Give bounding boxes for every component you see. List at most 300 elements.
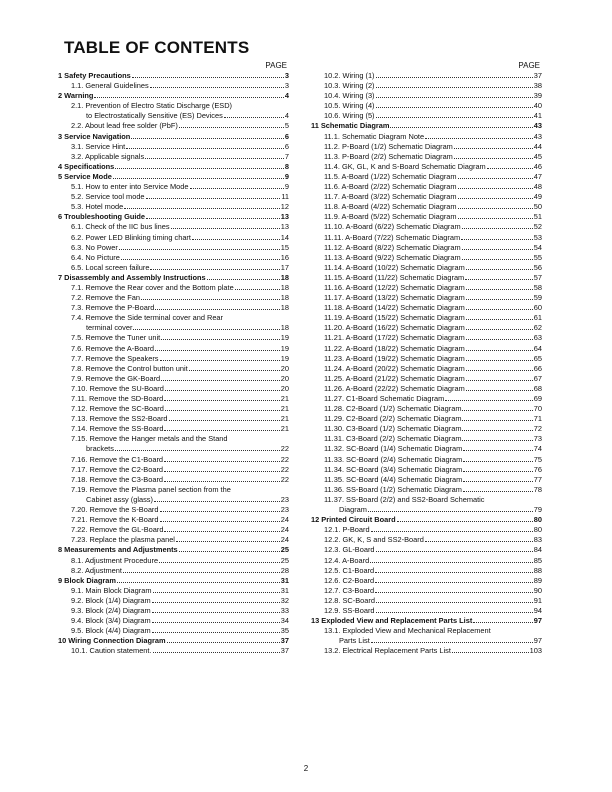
toc-entry[interactable] [311, 212, 542, 222]
toc-entry[interactable] [311, 505, 542, 515]
toc-entry-page: 35 [280, 626, 289, 636]
toc-entry[interactable] [311, 485, 542, 495]
toc-entry-page: 57 [533, 272, 542, 282]
dot-leader [164, 430, 279, 431]
dot-leader [458, 198, 533, 199]
toc-entry-page: 94 [533, 605, 542, 615]
toc-entry-page: 69 [533, 394, 542, 403]
dot-leader [164, 471, 280, 472]
toc-entry-page: 18 [280, 282, 289, 292]
dot-leader [190, 188, 284, 189]
dot-leader [376, 107, 533, 108]
toc-entry[interactable] [311, 283, 542, 293]
dot-leader [466, 339, 533, 340]
dot-leader [458, 208, 533, 209]
toc-section-heading[interactable] [58, 636, 289, 646]
dot-leader [121, 259, 280, 260]
dot-leader [141, 299, 280, 300]
toc-entry[interactable] [311, 111, 542, 121]
toc-entry[interactable] [311, 525, 542, 535]
toc-entry-title: 12.4. A-Board [324, 555, 370, 565]
dot-leader [124, 208, 280, 209]
dot-leader [133, 329, 279, 330]
toc-entry[interactable] [311, 556, 542, 566]
toc-entry[interactable] [58, 586, 289, 596]
toc-entry-title: 10.1. Caution statement. [71, 646, 152, 656]
dot-leader [152, 602, 280, 603]
toc-entry[interactable] [311, 434, 542, 444]
toc-entry-title: 7.6. Remove the A-Board [71, 343, 154, 353]
toc-entry-title: 7.7. Remove the Speakers [71, 353, 159, 363]
toc-entry-page: 8 [284, 161, 289, 171]
toc-entry[interactable] [58, 485, 289, 495]
dot-leader [167, 642, 280, 643]
page-number: 2 [303, 764, 309, 773]
toc-section-heading[interactable] [311, 121, 542, 131]
dot-leader [152, 622, 280, 623]
toc-entry-title: 3.1. Service Hint [71, 141, 126, 151]
toc-entry-page: 75 [533, 454, 542, 464]
page-column-header: PAGE [265, 61, 287, 70]
toc-entry[interactable] [58, 394, 289, 404]
dot-leader [150, 269, 279, 270]
dot-leader [171, 228, 280, 229]
toc-entry[interactable] [58, 121, 289, 131]
toc-entry-page: 33 [280, 605, 289, 615]
toc-entry[interactable] [311, 273, 542, 283]
toc-entry-page: 28 [280, 565, 289, 575]
dot-leader [462, 420, 532, 421]
toc-entry[interactable] [58, 333, 289, 343]
toc-entry[interactable] [58, 202, 289, 212]
toc-entry[interactable] [58, 384, 289, 394]
toc-entry[interactable] [311, 333, 542, 343]
toc-entry-title: 11.9. A-Board (5/22) Schematic Diagram [324, 212, 457, 222]
dot-leader [150, 87, 284, 88]
toc-entry[interactable] [311, 182, 542, 192]
dot-leader [146, 198, 281, 199]
toc-entry[interactable] [311, 444, 542, 454]
toc-entry-page: 16 [280, 252, 289, 262]
toc-entry-title: 11.21. A-Board (17/22) Schematic Diagram [324, 333, 465, 343]
toc-entry-title: 11.26. A-Board (22/22) Schematic Diagram [324, 383, 465, 393]
toc-entry-page: 62 [533, 323, 542, 333]
toc-entry[interactable] [311, 162, 542, 172]
toc-entry-page: 18 [280, 323, 289, 333]
dot-leader [161, 339, 280, 340]
dot-leader [126, 148, 284, 149]
dot-leader [164, 481, 280, 482]
toc-entry-page: 88 [533, 565, 542, 575]
toc-entry-title: 11.15. A-Board (11/22) Schematic Diagram [324, 272, 465, 282]
toc-entry-title: 7.1. Remove the Rear cover and the Bottom plate [71, 282, 234, 292]
toc-entry[interactable] [58, 101, 289, 111]
dot-leader [375, 582, 533, 583]
toc-entry-page: 21 [280, 404, 289, 414]
toc-section-heading[interactable] [58, 576, 289, 586]
toc-entry-page: 50 [533, 202, 542, 212]
toc-section-heading[interactable] [58, 132, 289, 142]
toc-entry[interactable] [58, 243, 289, 253]
toc-entry[interactable] [311, 384, 542, 394]
toc-entry-title: 11.24. A-Board (20/22) Schematic Diagram [324, 363, 465, 373]
dot-leader [159, 562, 280, 563]
toc-entry-page: 72 [533, 424, 542, 434]
toc-entry-page: 59 [533, 293, 542, 303]
toc-entry-title: 10 Wiring Connection Diagram [58, 636, 166, 646]
dot-leader [371, 642, 533, 643]
toc-entry[interactable] [58, 556, 289, 566]
dot-leader [235, 289, 280, 290]
toc-entry-page: 97 [533, 636, 542, 646]
toc-entry[interactable] [58, 535, 289, 545]
dot-leader [176, 541, 280, 542]
toc-entry-title: 2.1. Prevention of Electro Static Discharge (ESD) [71, 101, 233, 111]
toc-entry[interactable] [311, 374, 542, 384]
toc-entry[interactable] [311, 586, 542, 596]
dot-leader [466, 390, 533, 391]
dot-leader [466, 299, 533, 300]
dot-leader [155, 350, 280, 351]
toc-entry[interactable] [311, 475, 542, 485]
toc-entry-title: 12.7. C3-Board [324, 585, 375, 595]
toc-entry-title: 7.21. Remove the K-Board [71, 515, 159, 525]
toc-entry[interactable] [311, 576, 542, 586]
toc-entry-title: 11.23. A-Board (19/22) Schematic Diagram [324, 353, 465, 363]
toc-entry-title: 2.2. About lead free solder (PbF) [71, 121, 178, 131]
toc-entry[interactable] [58, 606, 289, 616]
dot-leader [463, 481, 532, 482]
toc-entry[interactable] [311, 596, 542, 606]
toc-entry[interactable] [311, 606, 542, 616]
dot-leader [462, 259, 533, 260]
toc-entry-page: 20 [280, 363, 289, 373]
toc-entry-page: 37 [280, 636, 289, 646]
dot-leader [161, 380, 280, 381]
dot-leader [207, 279, 280, 280]
toc-entry[interactable] [311, 535, 542, 545]
dot-leader [376, 602, 533, 603]
toc-entry-page: 55 [533, 252, 542, 262]
toc-entry[interactable] [311, 253, 542, 263]
toc-entry-page: 71 [533, 414, 542, 424]
toc-entry[interactable] [58, 404, 289, 414]
dot-leader [425, 138, 533, 139]
dot-leader [458, 188, 533, 189]
toc-entry-title: 12.6. C2-Board [324, 575, 375, 585]
toc-section-heading[interactable] [58, 172, 289, 182]
toc-entry[interactable] [311, 636, 542, 646]
toc-entry-title: 9.4. Block (3/4) Diagram [71, 616, 151, 626]
toc-entry-title: 11.7. A-Board (3/22) Schematic Diagram [324, 192, 457, 202]
toc-section-heading[interactable] [58, 91, 289, 101]
toc-entry-title: Diagram [339, 505, 367, 515]
dot-leader [179, 127, 284, 128]
toc-entry-page: 41 [533, 111, 542, 121]
toc-entry-title: 11.20. A-Board (16/22) Schematic Diagram [324, 323, 465, 333]
toc-section-heading[interactable] [58, 545, 289, 555]
toc-entry[interactable] [58, 475, 289, 485]
dot-leader [473, 622, 532, 623]
toc-entry[interactable] [58, 253, 289, 263]
toc-entry-page: 18 [280, 272, 289, 282]
toc-entry[interactable] [58, 646, 289, 656]
toc-entry[interactable] [311, 192, 542, 202]
dot-leader [376, 551, 533, 552]
toc-entry-title: 7.23. Replace the plasma panel [71, 535, 175, 545]
toc-list-left [58, 71, 289, 656]
toc-entry-title: 8.1. Adjustment Procedure [71, 555, 159, 565]
toc-entry[interactable] [311, 465, 542, 475]
toc-entry[interactable] [58, 354, 289, 364]
toc-entry-page: 15 [280, 242, 289, 252]
toc-entry[interactable] [58, 182, 289, 192]
toc-entry-page: 58 [533, 282, 542, 292]
dot-leader [375, 592, 533, 593]
toc-section-heading[interactable] [58, 162, 289, 172]
toc-entry-page: 20 [280, 373, 289, 383]
toc-entry[interactable] [311, 545, 542, 555]
toc-entry-title: 11.37. SS-Board (2/2) and SS2-Board Schematic [324, 494, 485, 504]
dot-leader [463, 461, 532, 462]
toc-entry-title: 11.35. SC-Board (4/4) Schematic Diagram [324, 474, 463, 484]
toc-entry[interactable] [311, 172, 542, 182]
dot-leader [376, 117, 533, 118]
toc-entry[interactable] [58, 455, 289, 465]
toc-entry[interactable] [311, 222, 542, 232]
toc-entry[interactable] [311, 132, 542, 142]
toc-entry-title: 12.2. GK, K, S and SS2-Board [324, 535, 424, 545]
toc-entry-page: 89 [533, 575, 542, 585]
toc-entry[interactable] [311, 243, 542, 253]
toc-entry-page: 97 [533, 616, 542, 626]
toc-entry-title: 7.14. Remove the SS-Board [71, 424, 164, 434]
toc-entry[interactable] [58, 313, 289, 323]
dot-leader [145, 158, 284, 159]
dot-leader [454, 158, 533, 159]
toc-entry[interactable] [311, 323, 542, 333]
toc-entry[interactable] [311, 626, 542, 636]
toc-entry-title: 6.2. Power LED Blinking timing chart [71, 232, 191, 242]
dot-leader [397, 521, 533, 522]
toc-entry-title: 11.33. SC-Board (2/4) Schematic Diagram [324, 454, 463, 464]
toc-entry[interactable] [311, 424, 542, 434]
dot-leader [466, 360, 533, 361]
dot-leader [164, 531, 279, 532]
toc-entry[interactable] [58, 505, 289, 515]
toc-entry[interactable] [58, 222, 289, 232]
toc-entry[interactable] [58, 233, 289, 243]
toc-entry[interactable] [58, 525, 289, 535]
toc-entry[interactable] [311, 202, 542, 212]
toc-entry[interactable] [58, 263, 289, 273]
toc-section-heading[interactable] [311, 616, 542, 626]
dot-leader [152, 632, 280, 633]
toc-entry-title: 11.1. Schematic Diagram Note [324, 131, 425, 141]
toc-entry-title: 9.1. Main Block Diagram [71, 585, 152, 595]
toc-entry[interactable] [311, 263, 542, 273]
toc-entry-title: 10.4. Wiring (3) [324, 91, 375, 101]
toc-entry-page: 85 [533, 555, 542, 565]
toc-entry-title: 13.1. Exploded View and Mechanical Replacement [324, 626, 491, 636]
toc-entry-title: 7.8. Remove the Control button unit [71, 363, 188, 373]
dot-leader [164, 400, 279, 401]
toc-entry-page: 83 [533, 535, 542, 545]
toc-entry-page: 37 [533, 71, 542, 80]
toc-entry[interactable] [58, 444, 289, 454]
toc-section-heading[interactable] [58, 212, 289, 222]
toc-entry[interactable] [58, 303, 289, 313]
dot-leader [160, 511, 280, 512]
dot-leader [113, 178, 284, 179]
toc-entry[interactable] [311, 81, 542, 91]
toc-entry[interactable] [58, 434, 289, 444]
toc-entry-page: 19 [280, 353, 289, 363]
toc-entry-title: 6.1. Check of the IIC bus lines [71, 222, 170, 232]
toc-entry-title: Parts List [339, 636, 370, 646]
toc-entry[interactable] [311, 354, 542, 364]
toc-entry-title: brackets [86, 444, 114, 454]
toc-entry-page: 48 [533, 182, 542, 192]
toc-entry-title: 11.29. C2-Board (2/2) Schematic Diagram [324, 414, 462, 424]
toc-entry[interactable] [58, 323, 289, 333]
toc-entry-page: 80 [533, 515, 542, 525]
toc-section-heading[interactable] [311, 515, 542, 525]
toc-entry-page: 49 [533, 192, 542, 202]
toc-entry[interactable] [58, 465, 289, 475]
toc-entry[interactable] [58, 566, 289, 576]
dot-leader [466, 269, 533, 270]
toc-entry-page: 11 [281, 192, 289, 202]
toc-entry[interactable] [311, 152, 542, 162]
dot-leader [463, 450, 532, 451]
dot-leader [132, 77, 284, 78]
toc-entry[interactable] [311, 101, 542, 111]
toc-entry-page: 9 [284, 171, 289, 181]
toc-entry[interactable] [311, 91, 542, 101]
toc-section-heading[interactable] [58, 71, 289, 81]
toc-entry[interactable] [311, 364, 542, 374]
toc-entry-title: 10.3. Wiring (2) [324, 81, 375, 91]
toc-entry[interactable] [311, 646, 542, 656]
toc-entry[interactable] [58, 495, 289, 505]
toc-entry[interactable] [58, 293, 289, 303]
toc-entry[interactable] [58, 424, 289, 434]
dot-leader [165, 390, 280, 391]
toc-entry-title: 7.15. Remove the Hanger metals and the Stand [71, 434, 228, 444]
toc-entry-page: 32 [280, 595, 289, 605]
toc-entry-title: 12.8. SC-Board [324, 595, 375, 605]
toc-entry[interactable] [58, 374, 289, 384]
toc-entry-page: 24 [280, 535, 289, 545]
toc-entry[interactable] [311, 293, 542, 303]
toc-entry[interactable] [311, 71, 542, 81]
dot-leader [164, 461, 280, 462]
toc-entry-page: 24 [280, 525, 289, 535]
dot-leader [452, 652, 529, 653]
toc-entry[interactable] [58, 344, 289, 354]
toc-entry[interactable] [58, 414, 289, 424]
toc-entry[interactable] [311, 394, 542, 404]
toc-entry[interactable] [58, 616, 289, 626]
toc-entry-page: 12 [280, 202, 289, 212]
toc-entry[interactable] [58, 192, 289, 202]
dot-leader [179, 551, 280, 552]
dot-leader [462, 249, 533, 250]
dot-leader [154, 501, 280, 502]
toc-entry[interactable] [58, 364, 289, 374]
toc-entry[interactable] [58, 152, 289, 162]
toc-entry-title: 1 Safety Precautions [58, 71, 131, 80]
toc-entry[interactable] [311, 495, 542, 505]
toc-entry-page: 4 [284, 91, 289, 101]
toc-entry-title: 7.5. Remove the Tuner unit [71, 333, 161, 343]
toc-entry-title: 6.5. Local screen failure [71, 262, 150, 272]
page-column-header: PAGE [518, 61, 540, 70]
toc-entry[interactable] [311, 344, 542, 354]
toc-entry-page: 9 [284, 182, 289, 192]
toc-entry-title: 7.4. Remove the Side terminal cover and Rear [71, 313, 223, 323]
toc-entry-page: 22 [280, 444, 289, 454]
dot-leader [458, 218, 533, 219]
toc-entry[interactable] [58, 596, 289, 606]
dot-leader [375, 572, 533, 573]
toc-entry-title: 7.13. Remove the SS2-Board [71, 414, 168, 424]
dot-leader [160, 521, 280, 522]
toc-entry-title: 7.18. Remove the C3-Board [71, 474, 164, 484]
toc-entry[interactable] [58, 515, 289, 525]
toc-entry[interactable] [58, 283, 289, 293]
toc-entry-title: 12.3. GL-Board [324, 545, 375, 555]
toc-entry-title: 12 Printed Circuit Board [311, 515, 396, 525]
toc-entry[interactable] [311, 566, 542, 576]
dot-leader [115, 450, 280, 451]
toc-entry-page: 25 [280, 555, 289, 565]
toc-entry[interactable] [311, 313, 542, 323]
toc-entry-page: 70 [533, 404, 542, 414]
dot-leader [466, 289, 533, 290]
toc-entry-title: 12.9. SS-Board [324, 605, 375, 615]
toc-entry-page: 61 [533, 313, 542, 323]
toc-entry[interactable] [311, 233, 542, 243]
toc-entry[interactable] [311, 303, 542, 313]
toc-entry-title: 5.1. How to enter into Service Mode [71, 182, 189, 192]
toc-entry-page: 47 [533, 171, 542, 181]
toc-entry-title: 2 Warning [58, 91, 94, 101]
toc-entry-title: 9.5. Block (4/4) Diagram [71, 626, 151, 636]
dot-leader [115, 168, 284, 169]
toc-entry-title: 11.16. A-Board (12/22) Schematic Diagram [324, 282, 465, 292]
toc-list-right [311, 71, 542, 656]
toc-entry[interactable] [311, 414, 542, 424]
toc-entry[interactable] [311, 455, 542, 465]
dot-leader [466, 350, 533, 351]
toc-entry[interactable] [58, 111, 289, 121]
toc-entry-title: terminal cover [86, 323, 133, 333]
dot-leader [155, 309, 279, 310]
toc-entry[interactable] [311, 142, 542, 152]
toc-entry-page: 43 [533, 131, 542, 141]
dot-leader [466, 370, 533, 371]
toc-section-heading[interactable] [58, 273, 289, 283]
toc-entry-page: 21 [280, 414, 289, 424]
toc-entry-page: 56 [533, 262, 542, 272]
toc-entry-title: 13 Exploded View and Replacement Parts List [311, 616, 473, 626]
toc-entry[interactable] [58, 81, 289, 91]
toc-entry[interactable] [58, 626, 289, 636]
toc-entry[interactable] [311, 404, 542, 414]
toc-entry[interactable] [58, 142, 289, 152]
